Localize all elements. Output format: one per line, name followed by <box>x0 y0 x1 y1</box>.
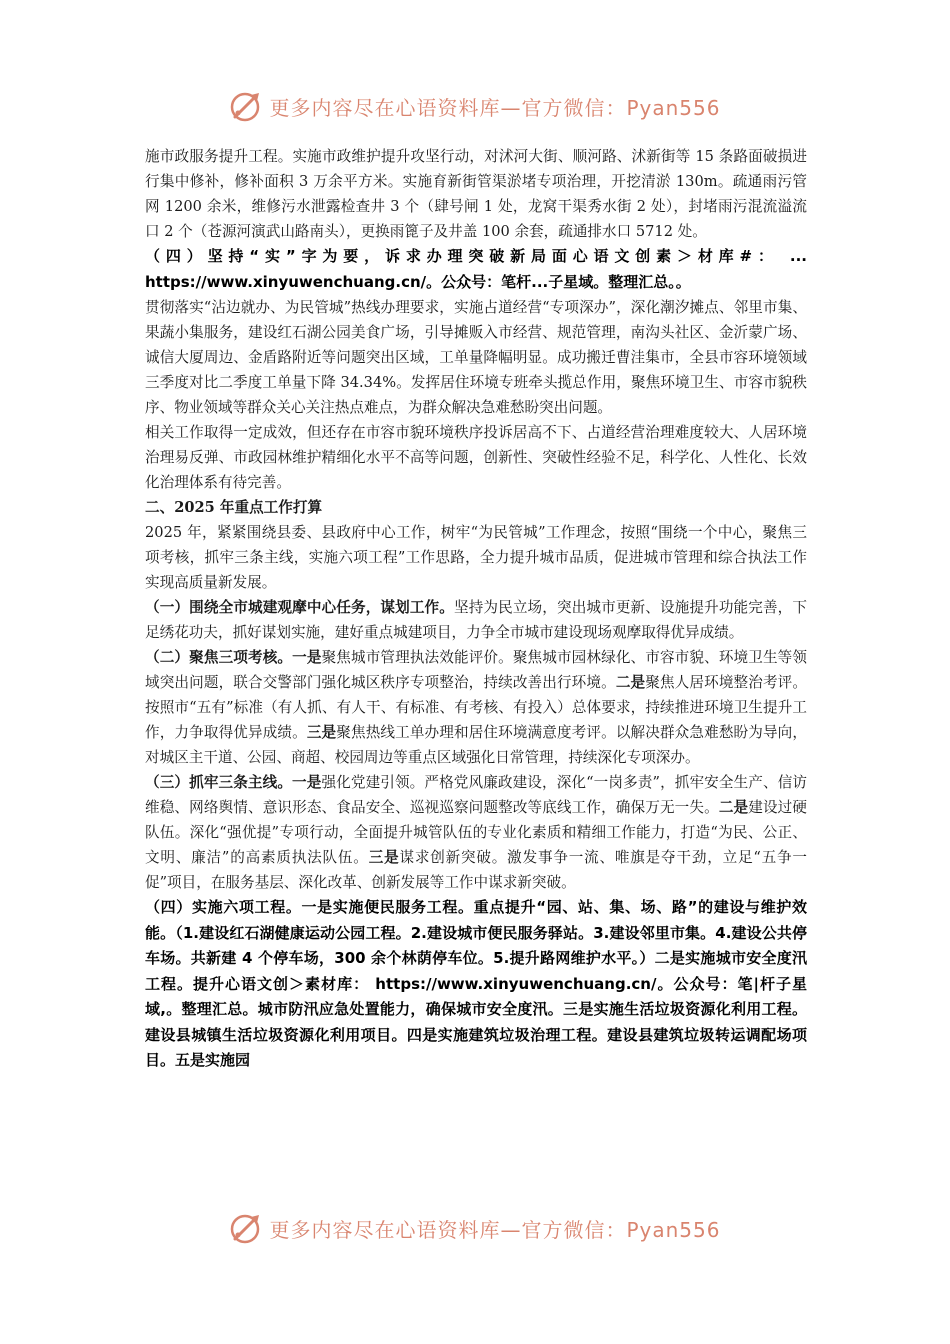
paragraph-municipal-service: 施市政服务提升工程。实施市政维护提升攻坚行动，对沭河大街、顺河路、沭新街等 15 条路面破损进行集中修补，修补面积 3 万余平方米。实施育新街管渠淤堵专项治理，开挖清淤 130m。疏通雨污管网 1200 余米，维修污水泄露检查井 3 个（肆号闸 1 处，龙窝干渠秀水街 2 处），封堵雨污混流溢流口 2 个（苍源河演武山路南头），更换雨篦子及井盖 100 余套，疏通排水口 5712 处。 <box>145 148 807 240</box>
paragraph-problems: 相关工作取得一定成效，但还存在市容市貌环境秩序投诉居高不下、占道经营治理难度较大、人居环境治理易反弹、市政园林维护精细化水平不高等问题，创新性、突破性经验不足，科学化、人性化、长效化治理体系有待完善。 <box>145 424 807 491</box>
item-two-text-1: 聚焦城市管理执法效能评价。聚焦城市园林绿化、市容市貌、环境卫生等领域突出问题，联合交警部门强化城区秩序专项整治，持续改善出行环境。 <box>145 649 807 691</box>
item-three-text-1: 强化党建引领。严格党风廉政建设，深化“一岗多责”，抓牢安全生产、信访维稳、网络舆情、意识形态、食品安全、巡视巡察问题整改等底线工作，确保万无一失。 <box>145 774 807 816</box>
paragraph-2025-intro: 2025 年，紧紧围绕县委、县政府中心工作，树牢“为民管城”工作理念，按照“围绕一个中心，聚焦三项考核，抓牢三条主线，实施六项工程”工作思路，全力提升城市品质，促进城市管理和综合执法工作实现高质量新发展。 <box>145 524 807 591</box>
brush-logo-icon <box>229 1211 263 1245</box>
section-title-2025: 二、2025 年重点工作打算 <box>145 499 323 516</box>
footer-watermark-text: 更多内容尽在心语资料库—官方微信：Pyan556 <box>269 1217 721 1242</box>
paragraph-item-three <box>145 770 807 895</box>
item-three-text-3: 谋求创新突破。激发事争一流、唯旗是夺干劲，立足“五争一促”项目，在服务基层、深化改革、创新发展等工作中谋求新突破。 <box>145 849 807 891</box>
item-one-text: 坚持为民立场，突出城市更新、设施提升功能完善，下足绣花功夫，抓好谋划实施，建好重点城建项目，力争全市城市建设现场观摩取得优异成绩。 <box>145 599 807 641</box>
section-heading-four: （四）坚持“实”字为要，诉求办理突破新局面心语文创素＞材库#： ... https://www.xinyuwenchuang.cn/。公众号：笔杆...子星域。整理汇总。。 <box>145 247 807 291</box>
footer-watermark <box>0 1206 950 1250</box>
item-two-marker-2: 二是 <box>615 674 646 691</box>
item-three-marker-3: 三是 <box>368 849 400 866</box>
item-two-marker-3: 三是 <box>306 724 337 741</box>
item-two-text-2: 聚焦人居环境整治考评。按照市“五有”标准（有人抓、有人干、有标准、有考核、有投入）总体要求，持续推进环境卫生提升工作，力争取得优异成绩。 <box>145 674 807 741</box>
item-three-text-2: 建设过硬队伍。深化“强优提”专项行动，全面提升城管队伍的专业化素质和精细工作能力，打造“为民、公正、文明、廉洁”的高素质执法队伍。 <box>145 799 807 866</box>
brush-logo-icon <box>229 89 263 123</box>
paragraph-item-two <box>145 645 807 770</box>
header-watermark <box>0 84 950 128</box>
paragraph-item-four: （四）实施六项工程。一是实施便民服务工程。重点提升“园、站、集、场、路”的建设与维护效能。（1.建设红石湖健康运动公园工程。2.建设城市便民服务驿站。3.建设邻里市集。4.建设公共停车场。共新建 4 个停车场，300 余个林荫停车位。5.提升路网维护水平。）二是实施城市安全度汛工程。提升心语文创＞素材库： https://www.xinyuwenchuang.cn/。公众号：笔|杆子星域,。整理汇总。城市防汛应急处置能力，确保城市安全度汛。三是实施生活垃圾资源化利用工程。建设县城镇生活垃圾资源化利用项目。四是实施建筑垃圾治理工程。建设县建筑垃圾转运调配场项目。五是实施园 <box>145 898 807 1069</box>
item-three-heading: （三）抓牢三条主线。一是 <box>145 774 322 791</box>
item-one-heading: （一）围绕全市城建观摩中心任务，谋划工作。 <box>145 599 454 616</box>
document-body <box>145 144 807 1074</box>
item-three-marker-2: 二是 <box>718 799 749 816</box>
item-two-heading: （二）聚焦三项考核。一是 <box>145 649 322 666</box>
paragraph-item-one <box>145 595 807 645</box>
header-watermark-text: 更多内容尽在心语资料库—官方微信：Pyan556 <box>269 95 721 120</box>
item-two-text-3: 聚焦热线工单办理和居住环境满意度考评。以解决群众急难愁盼为导向，对城区主干道、公园、商超、校园周边等重点区域强化日常管理，持续深化专项深办。 <box>145 724 807 766</box>
paragraph-hotline: 贯彻落实“沾边就办、为民管城”热线办理要求，实施占道经营“专项深办”，深化潮汐摊点、邻里市集、果蔬小集服务，建设红石湖公园美食广场，引导摊贩入市经营、规范管理，南沟头社区、金沂蒙广场、诚信大厦周边、金盾路附近等问题突出区域，工单量降幅明显。成功搬迁曹洼集市，全县市容环境领域三季度对比二季度工单量下降 34.34%。发挥居住环境专班牵头揽总作用，聚焦环境卫生、市容市貌秩序、物业领域等群众关心关注热点难点，为群众解决急难愁盼突出问题。 <box>145 299 807 416</box>
